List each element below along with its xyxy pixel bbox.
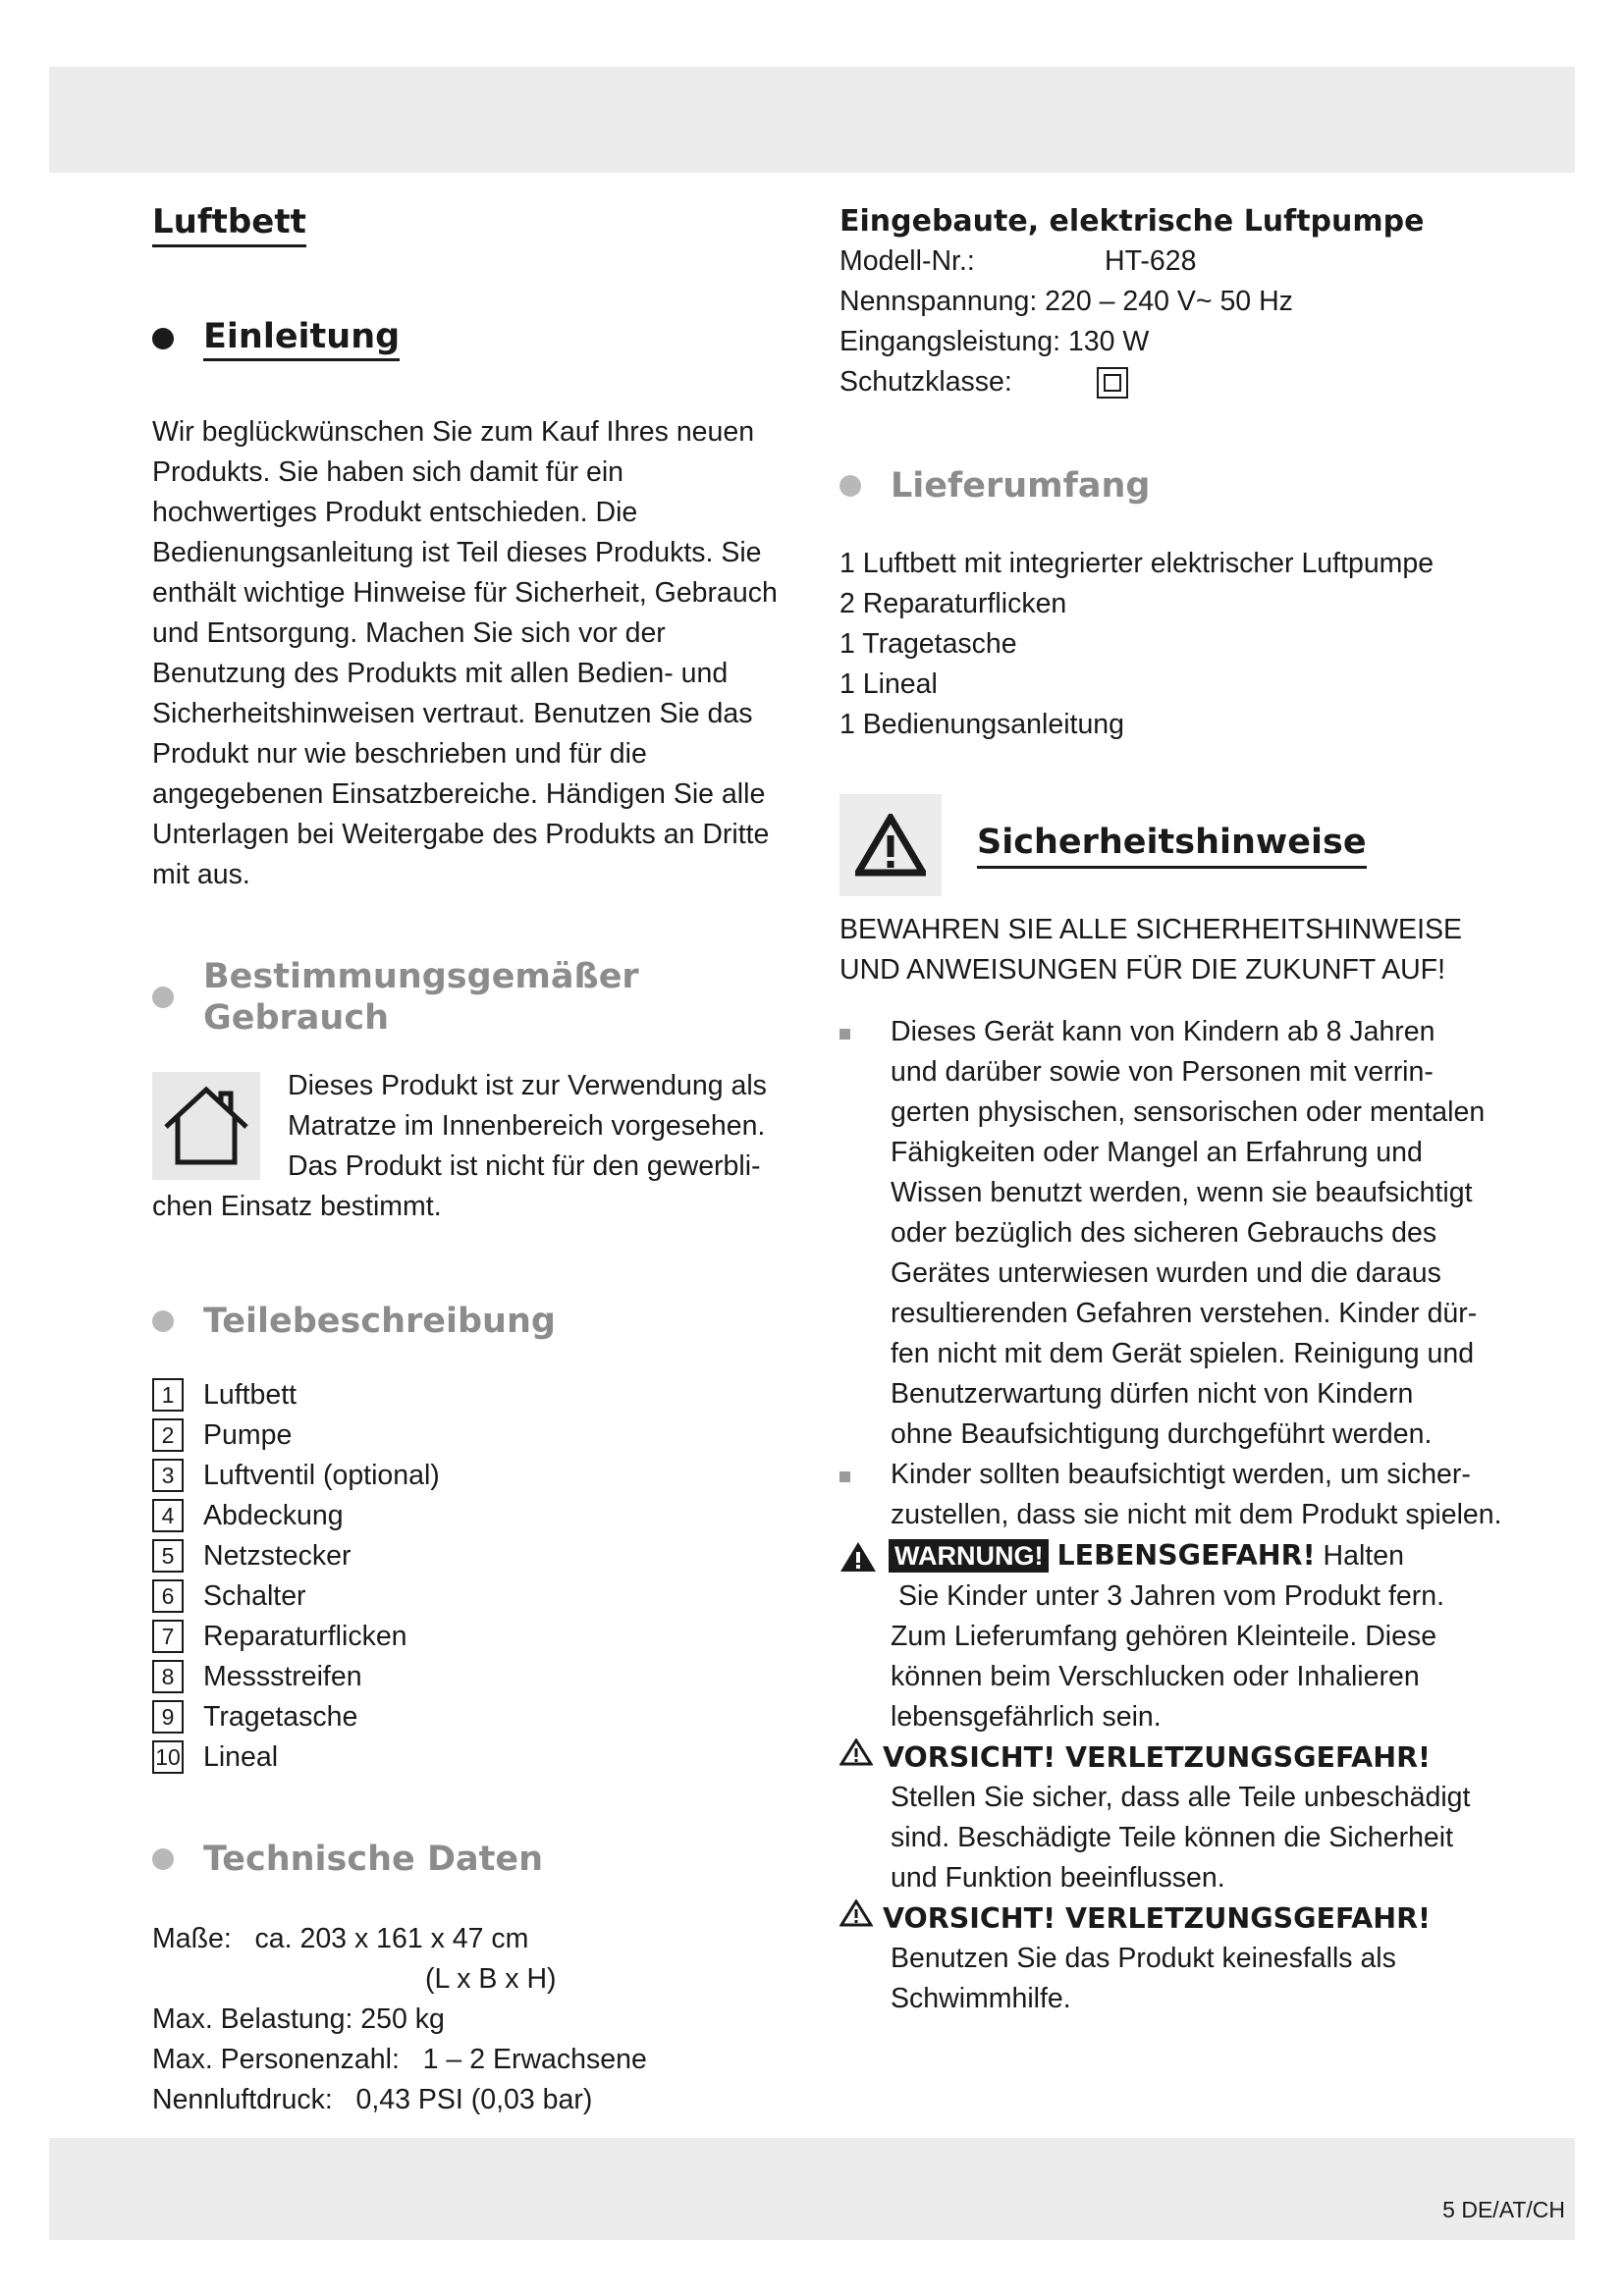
pump-heading: Eingebaute, elektrische Luftpumpe	[839, 204, 1425, 239]
part-label: Messstreifen	[203, 1660, 362, 1692]
part-number: 1	[152, 1378, 184, 1412]
caution-line: und Funktion beeinflussen.	[891, 1862, 1225, 1894]
scope-list	[839, 544, 1488, 745]
list-item	[152, 1737, 800, 1778]
safety-heading	[839, 794, 1488, 896]
warning-filled-triangle-icon	[839, 1541, 877, 1577]
dims-value: ca. 203 x 161 x 47 cm	[254, 1922, 529, 1954]
part-label: Reparaturflicken	[203, 1620, 407, 1652]
warning-triangle-icon	[839, 794, 942, 896]
bullet-line: oder bezüglich des sicheren Gebrauchs des	[891, 1217, 1437, 1249]
bullet-line: Benutzerwartung dürfen nicht von Kindern	[891, 1378, 1414, 1410]
intro-heading	[152, 316, 800, 361]
dims-label: Maße:	[152, 1922, 232, 1954]
part-number: 7	[152, 1620, 184, 1653]
square-bullet-icon	[839, 1029, 850, 1040]
protection-class-label: Schutzklasse:	[839, 366, 1012, 398]
part-number: 2	[152, 1418, 184, 1452]
bullet-line: Dieses Gerät kann von Kindern ab 8 Jahren	[891, 1016, 1435, 1047]
use-text-line: chen Einsatz bestimmt.	[152, 1190, 442, 1222]
list-item: 1 Tragetasche	[839, 628, 1017, 660]
bullet-dot-icon	[152, 1848, 174, 1870]
max-load: Max. Belastung: 250 kg	[152, 2002, 445, 2035]
part-number: 9	[152, 1700, 184, 1734]
part-label: Luftventil (optional)	[203, 1459, 440, 1491]
use-text-line: Matratze im Innenbereich vorgesehen.	[288, 1109, 766, 1142]
caution-line: Stellen Sie sicher, dass alle Teile unbeschädigt	[891, 1782, 1471, 1813]
bullet-line: fen nicht mit dem Gerät spielen. Reinigung und	[891, 1338, 1475, 1369]
parts-heading-text: Teilebeschreibung	[203, 1301, 556, 1341]
bullet-dot-icon	[152, 1310, 174, 1332]
bullet-line: Gerätes unterwiesen wurden und die daraus	[891, 1257, 1441, 1289]
warning-line: Zum Lieferumfang gehören Kleinteile. Diese	[891, 1621, 1437, 1652]
part-number: 4	[152, 1499, 184, 1532]
part-label: Lineal	[203, 1740, 279, 1773]
caution-heading: VORSICHT! VERLETZUNGSGEFAHR!	[883, 1741, 1432, 1774]
caution-heading: VORSICHT! VERLETZUNGSGEFAHR!	[883, 1902, 1432, 1935]
safety-bullet-supervision	[839, 1455, 1502, 1535]
list-item	[152, 1496, 800, 1536]
keep-instructions-line: UND ANWEISUNGEN FÜR DIE ZUKUNFT AUF!	[839, 954, 1446, 986]
list-item	[152, 1657, 800, 1697]
list-item	[152, 1456, 800, 1496]
footer-band	[49, 2138, 1575, 2240]
warning-text: Halten	[1323, 1540, 1404, 1572]
part-label: Luftbett	[203, 1378, 298, 1411]
bullet-line: ohne Beaufsichtigung durchgeführt werden.	[891, 1418, 1433, 1450]
header-band	[49, 67, 1575, 173]
bullet-line: Kinder sollten beaufsichtigt werden, um sicher-	[891, 1459, 1471, 1490]
safety-bullet-children	[839, 1012, 1488, 1455]
use-heading	[152, 956, 800, 1039]
bullet-line: gerten physischen, sensorischen oder mentalen	[891, 1096, 1486, 1128]
dims-note: (L x B x H)	[425, 1962, 557, 1995]
scope-heading-text: Lieferumfang	[891, 466, 1151, 506]
keep-instructions-line: BEWAHREN SIE ALLE SICHERHEITSHINWEISE	[839, 914, 1462, 945]
part-label: Netzstecker	[203, 1539, 352, 1572]
part-number: 5	[152, 1539, 184, 1573]
warning-block	[839, 1535, 1488, 1737]
part-number: 6	[152, 1579, 184, 1613]
bullet-dot-icon	[152, 987, 174, 1008]
warning-line: Sie Kinder unter 3 Jahren vom Produkt fern.	[898, 1580, 1445, 1612]
left-column	[152, 201, 800, 2120]
model-label: Modell-Nr.:	[839, 245, 975, 277]
use-text-line: Das Produkt ist nicht für den gewerbli-	[288, 1149, 761, 1182]
warning-line: lebensgefährlich sein.	[891, 1701, 1162, 1733]
part-label: Abdeckung	[203, 1499, 344, 1531]
document-title: Luftbett	[152, 201, 306, 247]
list-item: 2 Reparaturflicken	[839, 588, 1067, 619]
part-label: Tragetasche	[203, 1700, 358, 1733]
bullet-dot-icon	[152, 328, 174, 349]
pressure-value: 0,43 PSI (0,03 bar)	[355, 2083, 593, 2115]
persons-value: 1 – 2 Erwachsene	[422, 2043, 647, 2075]
part-number: 10	[152, 1740, 184, 1774]
intro-paragraph: Wir beglückwünschen Sie zum Kauf Ihres neuen Produkts. Sie haben sich damit für ein hochwertiges Produkt entschieden. Die Bedienungsanleitung ist Teil dieses Produkts. Sie enthält wichtige Hinweise für Sicherheit, Gebrauch und Entsorgung. Machen Sie sich vor der Benutzung des Produkts mit allen Bedien- und Sicherheitshinweisen vertraut. Benutzen Sie das Produkt nur wie beschrieben und für die angegebenen Einsatzbereiche. Händigen Sie alle Unterlagen bei Weitergabe des Produkts an Dritte mit aus.	[152, 415, 778, 890]
list-item	[152, 1375, 800, 1415]
list-item	[152, 1536, 800, 1576]
use-heading-text: Bestimmungsgemäßer Gebrauch	[203, 956, 639, 1038]
bullet-line: Wissen benutzt werden, wenn sie beaufsichtigt	[891, 1177, 1473, 1208]
parts-heading	[152, 1301, 800, 1342]
list-item: 1 Luftbett mit integrierter elektrischer Luftpumpe	[839, 548, 1435, 579]
part-label: Schalter	[203, 1579, 306, 1612]
use-section	[152, 1066, 800, 1227]
caution-block-1	[839, 1737, 1488, 1898]
bullet-dot-icon	[839, 475, 861, 497]
part-label: Pumpe	[203, 1418, 293, 1451]
list-item: 1 Lineal	[839, 668, 938, 700]
bullet-line: Fähigkeiten oder Mangel an Erfahrung und	[891, 1137, 1423, 1168]
tech-data	[152, 1919, 800, 2120]
caution-line: sind. Beschädigte Teile können die Sicherheit	[891, 1822, 1454, 1853]
rated-voltage: Nennspannung: 220 – 240 V~ 50 Hz	[839, 286, 1293, 317]
right-column	[839, 201, 1502, 2019]
tech-heading	[152, 1839, 800, 1880]
scope-heading	[839, 465, 1488, 507]
protection-class-ii-icon	[1097, 367, 1128, 399]
list-item	[152, 1576, 800, 1617]
indoor-house-icon	[152, 1072, 260, 1180]
bullet-line: resultierenden Gefahren verstehen. Kinder dür-	[891, 1298, 1478, 1329]
list-item	[152, 1617, 800, 1657]
part-number: 8	[152, 1660, 184, 1693]
warning-badge: WARNUNG!	[889, 1539, 1049, 1573]
warning-strong: LEBENSGEFAHR!	[1056, 1539, 1316, 1572]
parts-list	[152, 1375, 800, 1778]
intro-heading-text: Einleitung	[203, 316, 400, 361]
part-number: 3	[152, 1459, 184, 1492]
list-item	[152, 1697, 800, 1737]
caution-line: Schwimmhilfe.	[891, 1983, 1071, 2014]
pressure-label: Nennluftdruck:	[152, 2083, 333, 2115]
bullet-line: zustellen, dass sie nicht mit dem Produkt spielen.	[891, 1499, 1502, 1530]
pump-section	[839, 201, 1488, 402]
persons-label: Max. Personenzahl:	[152, 2043, 400, 2075]
keep-instructions	[839, 910, 1488, 990]
model-value: HT-628	[1105, 245, 1197, 277]
page-number: 5 DE/AT/CH	[1442, 2197, 1565, 2222]
input-power: Eingangsleistung: 130 W	[839, 326, 1150, 357]
square-bullet-icon	[839, 1471, 850, 1482]
caution-line: Benutzen Sie das Produkt keinesfalls als	[891, 1943, 1396, 1974]
list-item: 1 Bedienungsanleitung	[839, 709, 1124, 740]
warning-line: können beim Verschlucken oder Inhalieren	[891, 1661, 1420, 1692]
safety-heading-text: Sicherheitshinweise	[977, 822, 1367, 869]
use-text-line: Dieses Produkt ist zur Verwendung als	[288, 1069, 767, 1101]
list-item	[152, 1415, 800, 1456]
caution-block-2	[839, 1898, 1488, 2019]
tech-heading-text: Technische Daten	[203, 1839, 544, 1879]
bullet-line: und darüber sowie von Personen mit verrin-	[891, 1056, 1434, 1088]
